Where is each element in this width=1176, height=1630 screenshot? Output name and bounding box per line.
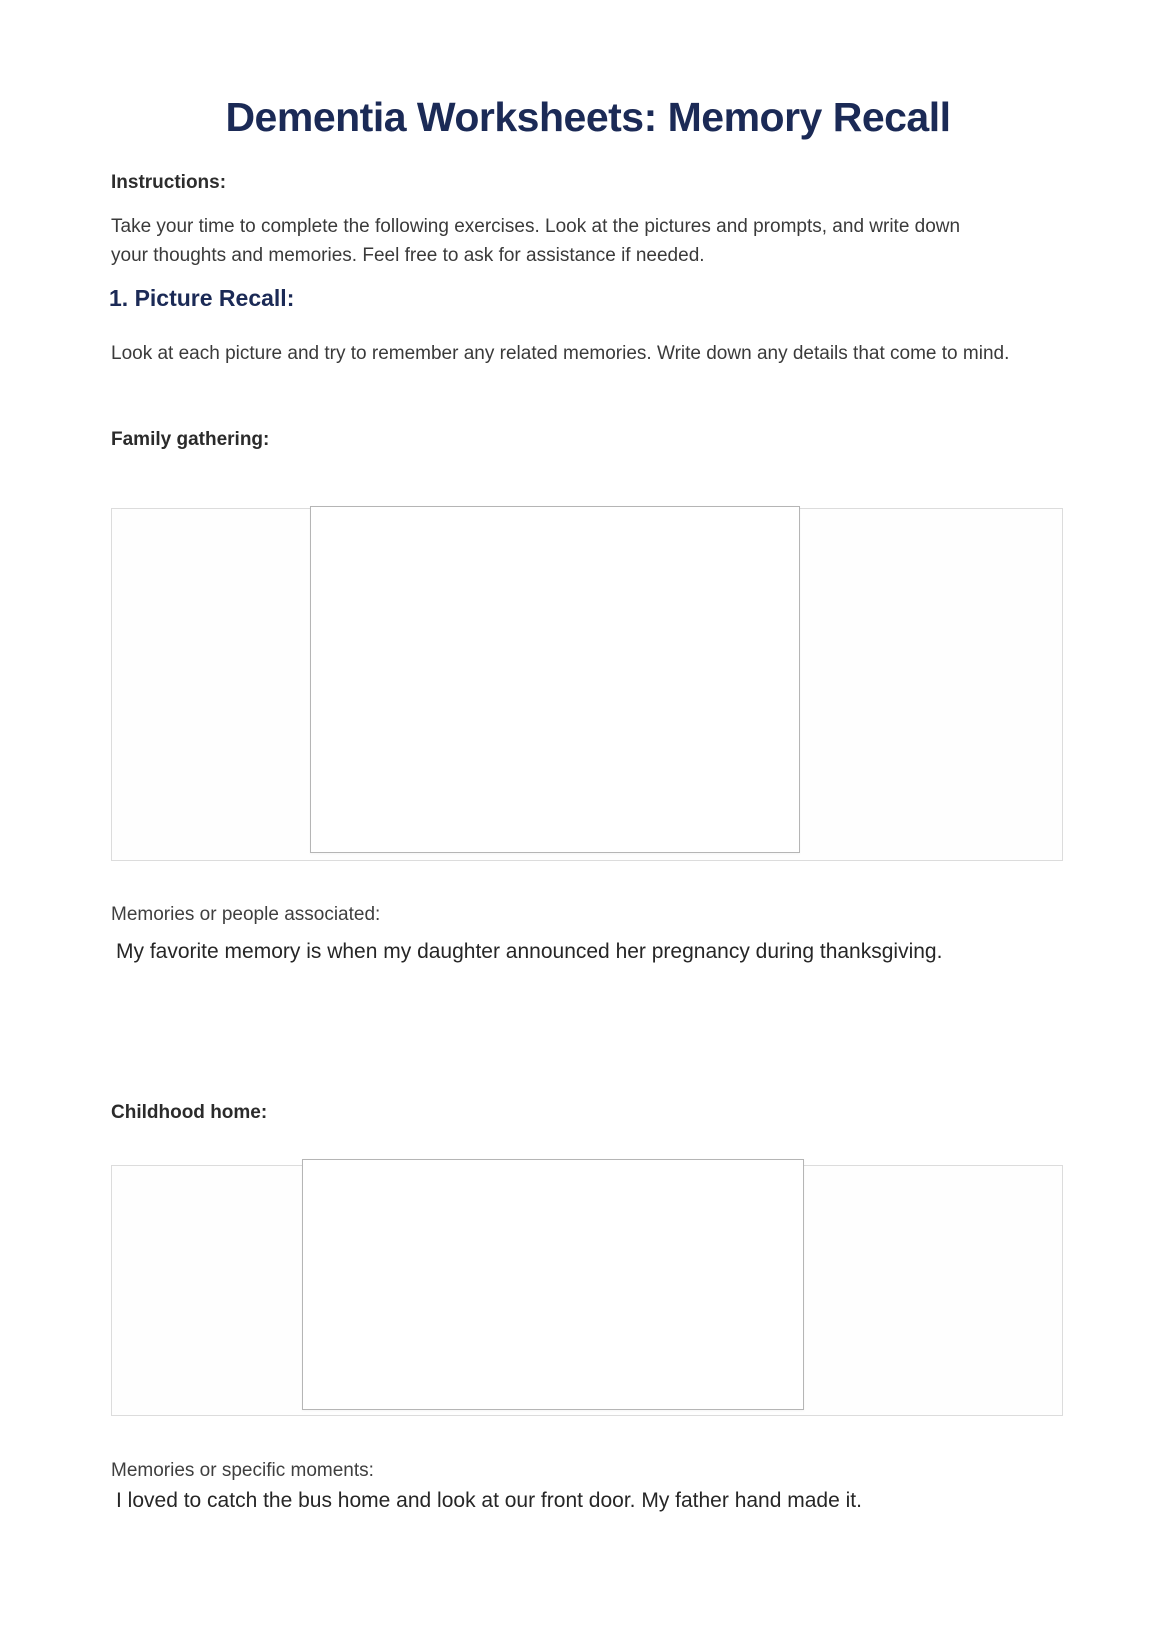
instructions-heading: Instructions: [111, 172, 227, 193]
memory-prompt-childhood-home: Memories or specific moments: [111, 1460, 374, 1481]
instructions-text: Take your time to complete the following exercises. Look at the pictures and prompts, and write down your thoughts and memories. Feel free to ask for assistance if needed. [111, 216, 961, 266]
memory-answer-childhood-home[interactable]: I loved to catch the bus home and look at our front door. My father hand made it. [116, 1489, 862, 1512]
section-heading-picture-recall: 1. Picture Recall: [109, 285, 295, 311]
section-description: Look at each picture and try to remember any related memories. Write down any details that come to mind. [111, 343, 1010, 364]
memory-answer-family-gathering[interactable]: My favorite memory is when my daughter announced her pregnancy during thanksgiving. [116, 940, 943, 963]
item-label-childhood-home: Childhood home: [111, 1102, 268, 1123]
item-label-family-gathering: Family gathering: [111, 429, 270, 450]
memory-prompt-family-gathering: Memories or people associated: [111, 904, 381, 925]
image-placeholder-family-gathering [310, 506, 800, 853]
page-title: Dementia Worksheets: Memory Recall [225, 94, 951, 140]
image-placeholder-childhood-home [302, 1159, 804, 1410]
